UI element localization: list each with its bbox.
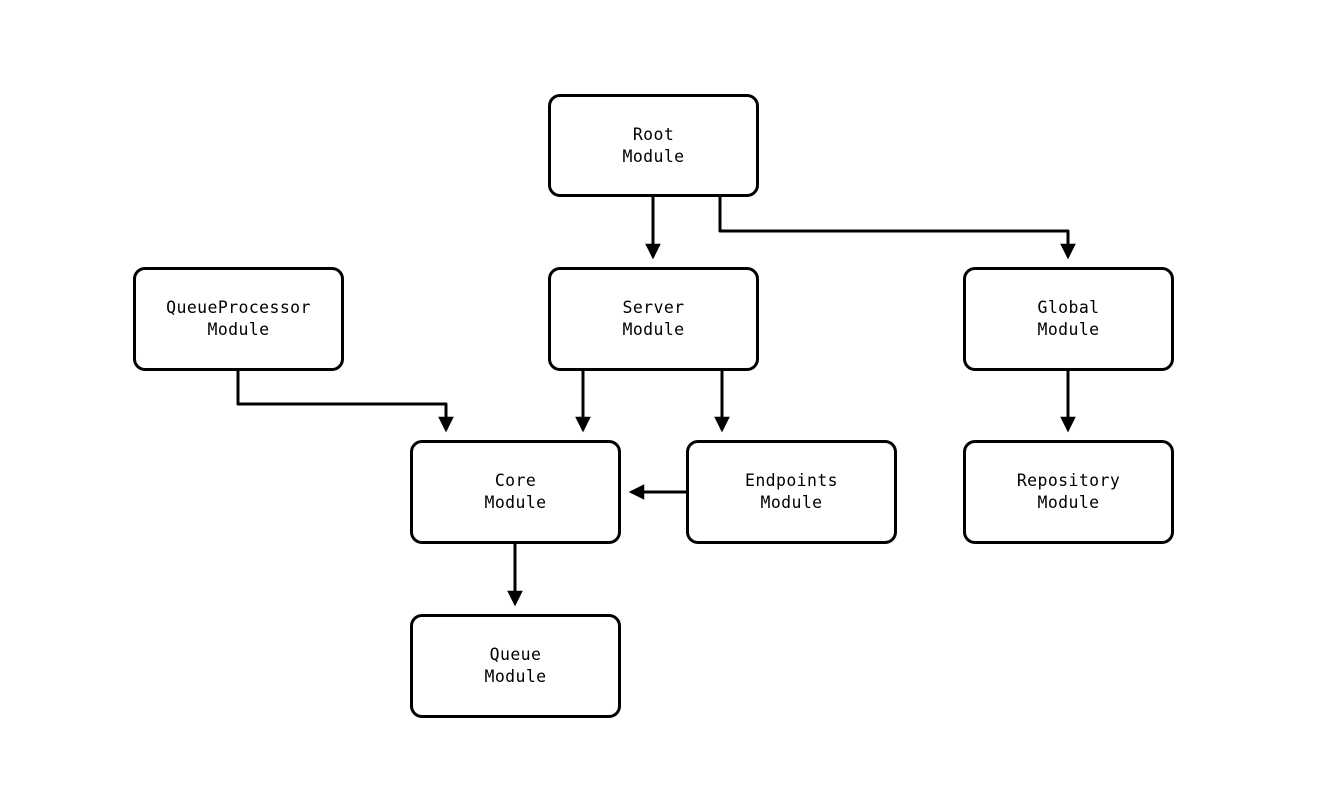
node-root-module[interactable] — [548, 94, 759, 197]
node-server-module[interactable] — [548, 267, 759, 371]
node-label-line1: Root — [632, 124, 675, 144]
node-label-line2: Module — [207, 320, 270, 339]
node-label-line2: Module — [622, 146, 685, 166]
node-label-line1: Endpoints — [744, 471, 838, 490]
node-repository-module[interactable] — [963, 440, 1174, 544]
node-label-line2: Module — [1037, 320, 1100, 339]
node-global-module[interactable] — [963, 267, 1174, 371]
node-label-line2: Module — [760, 493, 823, 512]
node-label-line1: Repository — [1016, 471, 1121, 490]
node-label-line1: Global — [1037, 298, 1100, 317]
node-core-module[interactable] — [410, 440, 621, 544]
edge-root-to-global — [720, 197, 1068, 257]
node-label-line1: Core — [494, 471, 537, 490]
node-label-line2: Module — [622, 320, 685, 339]
node-queue-module[interactable] — [410, 614, 621, 718]
node-label-line2: Module — [484, 493, 547, 512]
node-label-line1: Queue — [489, 645, 542, 664]
edge-queueprocessor-to-core — [238, 371, 446, 430]
node-queueprocessor-module[interactable] — [133, 267, 344, 371]
node-label-line1: QueueProcessor — [166, 298, 311, 317]
node-label-line1: Server — [622, 298, 685, 317]
node-label-line2: Module — [484, 667, 547, 686]
node-label-line2: Module — [1037, 493, 1100, 512]
node-endpoints-module[interactable] — [686, 440, 897, 544]
